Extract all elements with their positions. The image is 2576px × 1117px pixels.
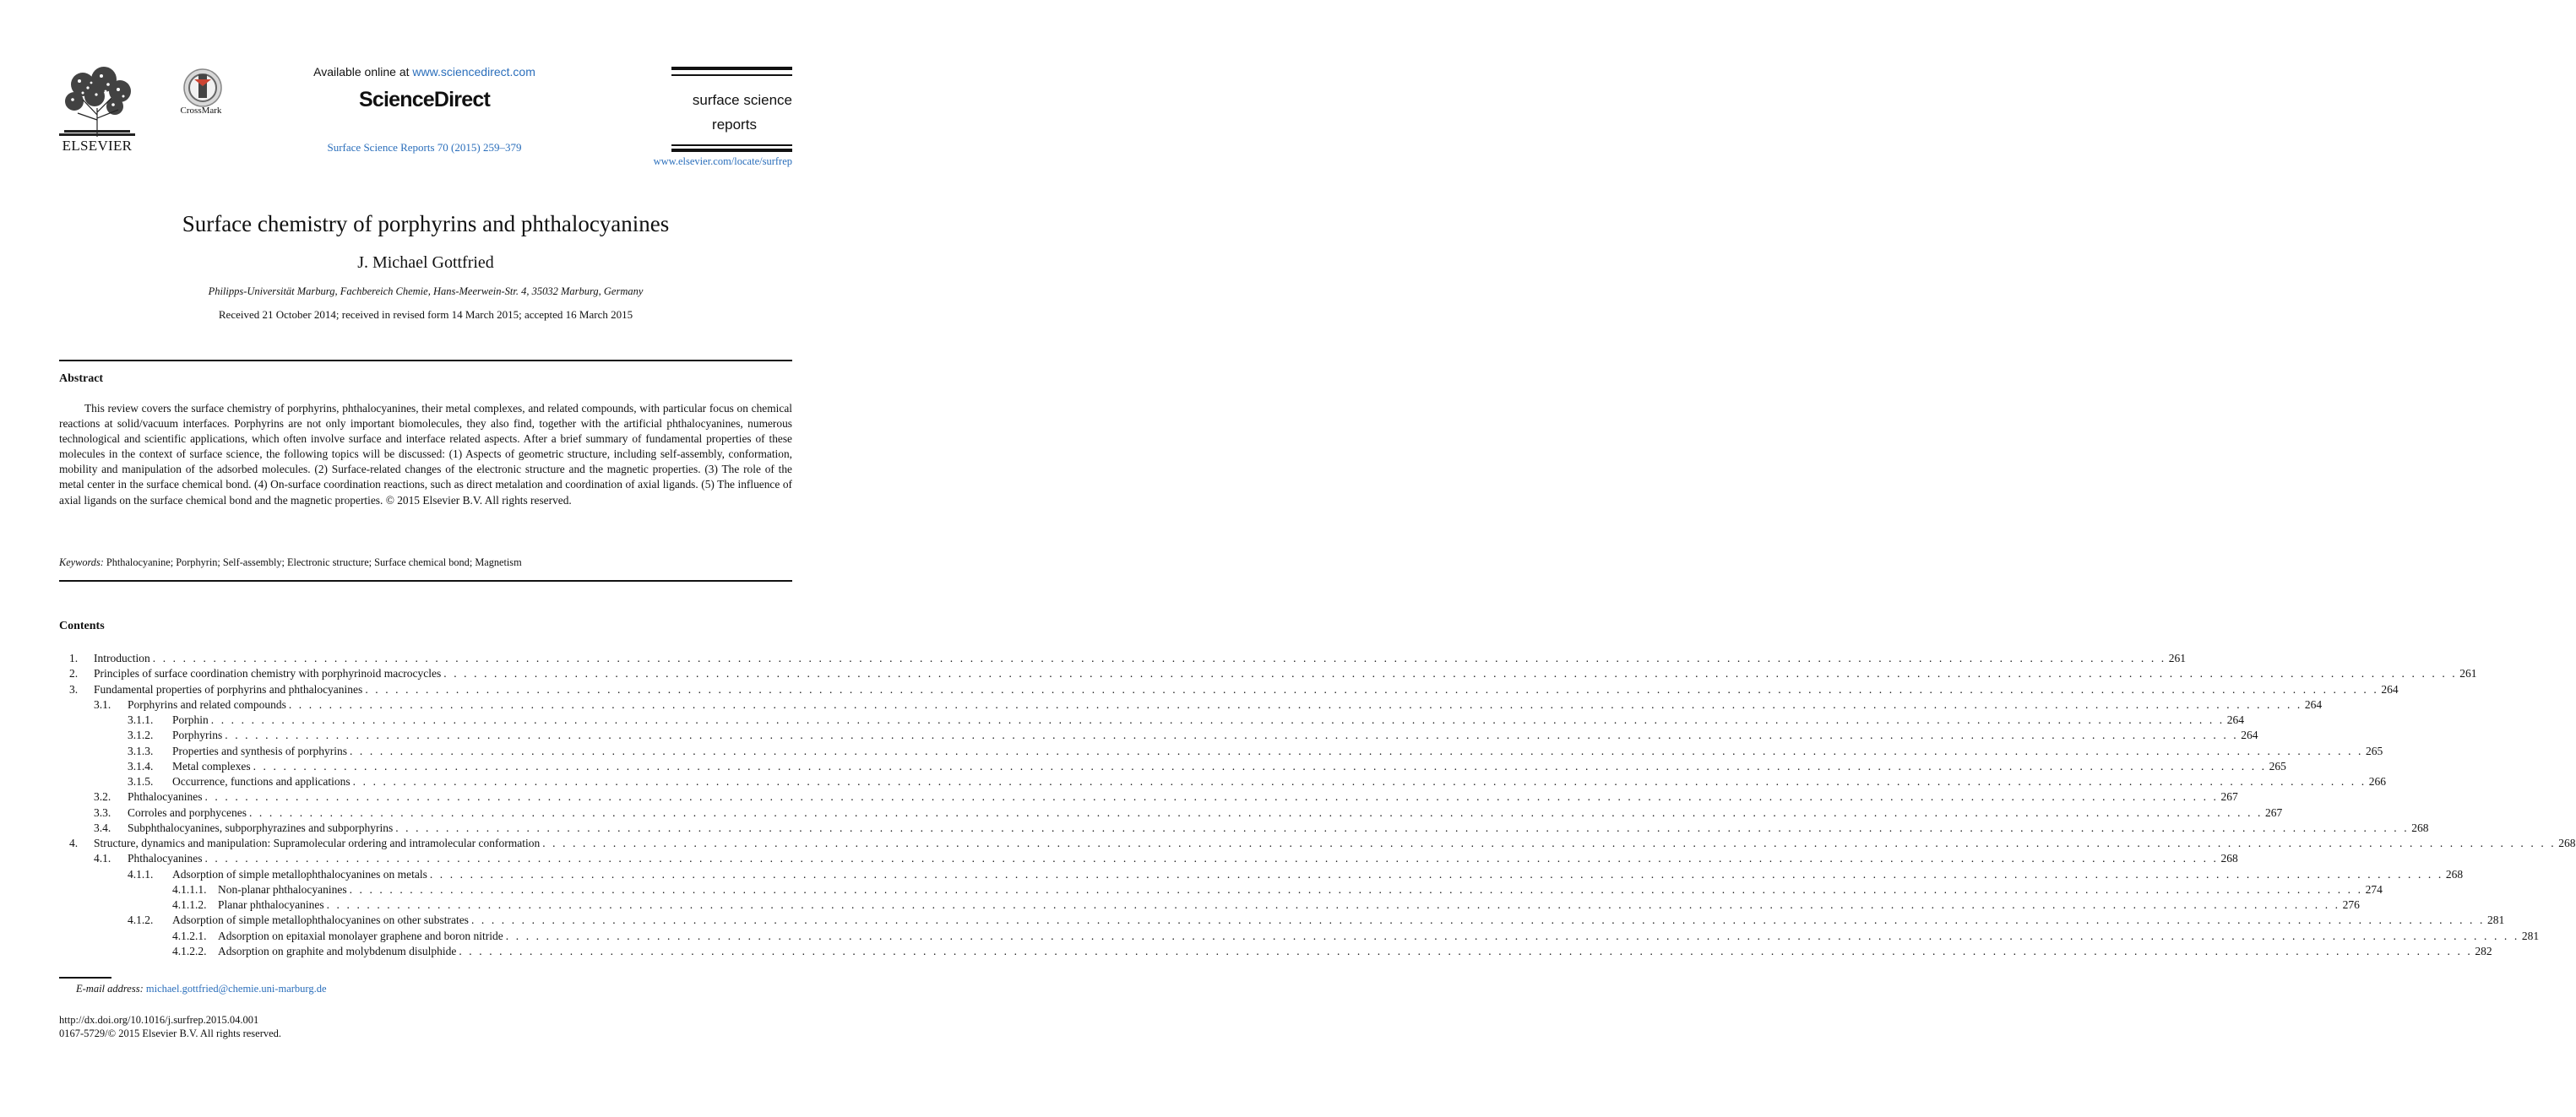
toc-entry-page: 268 — [2556, 836, 2575, 851]
toc-entry-page: 267 — [2263, 805, 2282, 821]
toc-dot-leader: . . . . . . . . . . . . . . . . . . . . . . . . . . . . . . . . . . . . . . . . . . . . . . . . . . . . . . . . . . . . . . . . . . . . . . . . . . . . . . . . . . . . . . . . . . . . . . . . . . . . . . . . . . . . . . . . . . . . . . . . . . . . . . . . . . . . . . . . . . . . . . . . . . . . . . . . . . . . . . . . . . . . . . . . . . . . . . . . . . . . . . . . . . . . . . . . . . . . . . . . — [349, 744, 2364, 757]
toc-entry-body — [128, 789, 2238, 805]
toc-entry-page: 261 — [2457, 666, 2476, 681]
toc-entry-number: 4.1. — [94, 852, 111, 865]
toc-entry-title: Adsorption of simple metallophthalocyanines on metals — [172, 867, 430, 882]
toc-dot-leader: . . . . . . . . . . . . . . . . . . . . . . . . . . . . . . . . . . . . . . . . . . . . . . . . . . . . . . . . . . . . . . . . . . . . . . . . . . . . . . . . . . . . . . . . . . . . . . . . . . . . . . . . . . . . . . . . . . . . . . . . . . . . . . . . . . . . . . . . . . . . . . . . . . . . . . . . . . . . . . . . . . . . . . . . . . . . . . . . . . . . . . . . . . . . . . . . . . . . . . . . — [204, 852, 2219, 865]
toc-entry[interactable] — [59, 759, 2286, 774]
toc-entry[interactable] — [59, 728, 2258, 743]
toc-entry[interactable] — [59, 697, 2323, 713]
toc-entry-number: 4.1.2.2. — [172, 944, 207, 957]
toc-entry-title: Non-planar phthalocyanines — [218, 882, 350, 897]
toc-entry-body — [128, 821, 2429, 836]
toc-entry-page: 265 — [2267, 759, 2286, 774]
toc-dot-leader: . . . . . . . . . . . . . . . . . . . . . . . . . . . . . . . . . . . . . . . . . . . . . . . . . . . . . . . . . . . . . . . . . . . . . . . . . . . . . . . . . . . . . . . . . . . . . . . . . . . . . . . . . . . . . . . . . . . . . . . . . . . . . . . . . . . . . . . . . . . . . . . . . . . . . . . . . . . . . . . . . . . . . . . . . . . . . . . . . . . . . . . . . . . . . . . . . . . . . . . . — [253, 759, 2267, 773]
toc-entry-body — [94, 836, 2576, 851]
abstract-heading: Abstract — [59, 372, 104, 385]
toc-dot-leader: . . . . . . . . . . . . . . . . . . . . . . . . . . . . . . . . . . . . . . . . . . . . . . . . . . . . . . . . . . . . . . . . . . . . . . . . . . . . . . . . . . . . . . . . . . . . . . . . . . . . . . . . . . . . . . . . . . . . . . . . . . . . . . . . . . . . . . . . . . . . . . . . . . . . . . . . . . . . . . . . . . . . . . . . . . . . . . . . . . . . . . . . . . . . . . . . . . . . . . . . — [505, 929, 2519, 942]
toc-entry[interactable] — [59, 821, 2429, 836]
toc-entry-number: 3.1.1. — [128, 713, 154, 726]
platform-name: ScienceDirect — [359, 88, 490, 111]
toc-entry-page: 276 — [2340, 897, 2360, 913]
toc-entry-number: 4.1.1.1. — [172, 882, 207, 896]
toc-entry[interactable] — [59, 929, 2540, 944]
toc-entry-title: Fundamental properties of porphyrins and phthalocyanines — [94, 682, 365, 697]
toc-dot-leader: . . . . . . . . . . . . . . . . . . . . . . . . . . . . . . . . . . . . . . . . . . . . . . . . . . . . . . . . . . . . . . . . . . . . . . . . . . . . . . . . . . . . . . . . . . . . . . . . . . . . . . . . . . . . . . . . . . . . . . . . . . . . . . . . . . . . . . . . . . . . . . . . . . . . . . . . . . . . . . . . . . . . . . . . . . . . . . . . . . . . . . . . . . . . . . . . . . . . . . . . — [352, 775, 2367, 788]
toc-entry-title: Adsorption on epitaxial monolayer graphene and boron nitride — [218, 929, 506, 944]
divider — [59, 580, 792, 582]
toc-entry-title: Porphyrins and related compounds — [128, 697, 289, 713]
journal-url[interactable]: www.elsevier.com/locate/surfrep — [653, 155, 792, 167]
toc-dot-leader: . . . . . . . . . . . . . . . . . . . . . . . . . . . . . . . . . . . . . . . . . . . . . . . . . . . . . . . . . . . . . . . . . . . . . . . . . . . . . . . . . . . . . . . . . . . . . . . . . . . . . . . . . . . . . . . . . . . . . . . . . . . . . . . . . . . . . . . . . . . . . . . . . . . . . . . . . . . . . . . . . . . . . . . . . . . . . . . . . . . . . . . . . . . . . . . . . . . . . . . . — [365, 682, 2379, 696]
journal-name-line2: reports — [712, 117, 757, 133]
toc-dot-leader: . . . . . . . . . . . . . . . . . . . . . . . . . . . . . . . . . . . . . . . . . . . . . . . . . . . . . . . . . . . . . . . . . . . . . . . . . . . . . . . . . . . . . . . . . . . . . . . . . . . . . . . . . . . . . . . . . . . . . . . . . . . . . . . . . . . . . . . . . . . . . . . . . . . . . . . . . . . . . . . . . . . . . . . . . . . . . . . . . . . . . . . . . . . . . . . . . . . . . . . . — [349, 882, 2363, 896]
toc-dot-leader: . . . . . . . . . . . . . . . . . . . . . . . . . . . . . . . . . . . . . . . . . . . . . . . . . . . . . . . . . . . . . . . . . . . . . . . . . . . . . . . . . . . . . . . . . . . . . . . . . . . . . . . . . . . . . . . . . . . . . . . . . . . . . . . . . . . . . . . . . . . . . . . . . . . . . . . . . . . . . . . . . . . . . . . . . . . . . . . . . . . . . . . . . . . . . . . . . . . . . . . . — [225, 729, 2239, 742]
email-link[interactable]: michael.gottfried@chemie.uni-marburg.de — [145, 983, 327, 995]
toc-entry-body — [172, 774, 2386, 789]
toc-dot-leader: . . . . . . . . . . . . . . . . . . . . . . . . . . . . . . . . . . . . . . . . . . . . . . . . . . . . . . . . . . . . . . . . . . . . . . . . . . . . . . . . . . . . . . . . . . . . . . . . . . . . . . . . . . . . . . . . . . . . . . . . . . . . . . . . . . . . . . . . . . . . . . . . . . . . . . . . . . . . . . . . . . . . . . . . . . . . . . . . . . . . . . . . . . . . . . . . . . . . . . . . — [326, 898, 2340, 911]
article-author: J. Michael Gottfried — [357, 253, 494, 272]
toc-entry[interactable] — [59, 805, 2283, 821]
toc-entry[interactable] — [59, 913, 2505, 928]
toc-entry-number: 4.1.2. — [128, 914, 154, 927]
toc-entry-number: 4.1.1. — [128, 867, 154, 881]
journal-name — [671, 88, 792, 137]
toc-entry[interactable] — [59, 666, 2477, 681]
toc-entry-number: 3.2. — [94, 790, 111, 804]
toc-entry[interactable] — [59, 651, 2187, 666]
article-title: Surface chemistry of porphyrins and phthalocyanines — [182, 211, 670, 236]
toc-entry-body — [218, 897, 2360, 913]
toc-entry-number: 3.1.4. — [128, 759, 154, 773]
doi-link[interactable]: http://dx.doi.org/10.1016/j.surfrep.2015.04.001 — [59, 1014, 259, 1026]
toc-entry-number: 2. — [69, 667, 79, 681]
toc-entry-page: 268 — [2409, 821, 2428, 836]
toc-entry[interactable] — [59, 867, 2464, 882]
toc-entry-number: 4.1.2.1. — [172, 929, 207, 942]
toc-dot-leader: . . . . . . . . . . . . . . . . . . . . . . . . . . . . . . . . . . . . . . . . . . . . . . . . . . . . . . . . . . . . . . . . . . . . . . . . . . . . . . . . . . . . . . . . . . . . . . . . . . . . . . . . . . . . . . . . . . . . . . . . . . . . . . . . . . . . . . . . . . . . . . . . . . . . . . . . . . . . . . . . . . . . . . . . . . . . . . . . . . . . . . . . . . . . . . . . . . . . . . . . — [459, 944, 2473, 957]
toc-entry-title: Properties and synthesis of porphyrins — [172, 744, 350, 759]
toc-entry-body — [172, 713, 2245, 728]
footnote-rule — [59, 977, 111, 979]
toc-entry-number: 3.1. — [94, 697, 111, 711]
toc-dot-leader: . . . . . . . . . . . . . . . . . . . . . . . . . . . . . . . . . . . . . . . . . . . . . . . . . . . . . . . . . . . . . . . . . . . . . . . . . . . . . . . . . . . . . . . . . . . . . . . . . . . . . . . . . . . . . . . . . . . . . . . . . . . . . . . . . . . . . . . . . . . . . . . . . . . . . . . . . . . . . . . . . . . . . . . . . . . . . . . . . . . . . . . . . . . . . . . . . . . . . . . . — [429, 867, 2443, 881]
toc-dot-leader: . . . . . . . . . . . . . . . . . . . . . . . . . . . . . . . . . . . . . . . . . . . . . . . . . . . . . . . . . . . . . . . . . . . . . . . . . . . . . . . . . . . . . . . . . . . . . . . . . . . . . . . . . . . . . . . . . . . . . . . . . . . . . . . . . . . . . . . . . . . . . . . . . . . . . . . . . . . . . . . . . . . . . . . . . . . . . . . . . . . . . . . . . . . . . . . . . . . . . . . . — [210, 713, 2225, 726]
toc-entry-page: 264 — [2302, 697, 2322, 713]
toc-entry-body — [218, 929, 2540, 944]
toc-entry-title: Adsorption of simple metallophthalocyanines on other substrates — [172, 913, 471, 928]
toc-dot-leader: . . . . . . . . . . . . . . . . . . . . . . . . . . . . . . . . . . . . . . . . . . . . . . . . . . . . . . . . . . . . . . . . . . . . . . . . . . . . . . . . . . . . . . . . . . . . . . . . . . . . . . . . . . . . . . . . . . . . . . . . . . . . . . . . . . . . . . . . . . . . . . . . . . . . . . . . . . . . . . . . . . . . . . . . . . . . . . . . . . . . . . . . . . . . . . . . . . . . . . . . — [470, 914, 2485, 927]
email-label: E-mail address: — [76, 983, 144, 995]
journal-citation[interactable]: Surface Science Reports 70 (2015) 259–379 — [327, 141, 522, 154]
toc-entry-page: 265 — [2363, 744, 2383, 759]
toc-entry-body — [172, 867, 2464, 882]
toc-entry[interactable] — [59, 944, 2492, 959]
available-online — [253, 65, 595, 79]
toc-entry-page: 266 — [2367, 774, 2386, 789]
toc-entry-number: 3. — [69, 682, 79, 696]
toc-entry[interactable] — [59, 682, 2399, 697]
abstract-text: This review covers the surface chemistry of porphyrins, phthalocyanines, their metal complexes, and related compounds, with particular focus on chemical reactions at solid/vacuum interfaces. Porphyrins are not only important biomolecules, they also find, together with the artificial phthalocyanines, numerous technological and scientific applications, which often involve surface and interface related aspects. After a brief summary of fundamental properties of these molecules in the context of surface science, the following topics will be discussed: (1) Aspects of geometric structure, including self-assembly, conformation, mobility and manipulation of the adsorbed molecules. (2) Surface-related changes of the electronic structure and the magnetic properties. (3) The role of the metal center in the surface chemical bond. (4) On-surface coordination reactions, such as direct metalation and coordination of axial ligands. (5) The influence of axial ligands on the surface chemical bond and the magnetic properties. © 2015 Elsevier B.V. All rights reserved. — [59, 402, 792, 507]
journal-bar — [671, 74, 792, 76]
toc-entry-title: Phthalocyanines — [128, 789, 204, 805]
toc-dot-leader: . . . . . . . . . . . . . . . . . . . . . . . . . . . . . . . . . . . . . . . . . . . . . . . . . . . . . . . . . . . . . . . . . . . . . . . . . . . . . . . . . . . . . . . . . . . . . . . . . . . . . . . . . . . . . . . . . . . . . . . . . . . . . . . . . . . . . . . . . . . . . . . . . . . . . . . . . . . . . . . . . . . . . . . . . . . . . . . . . . . . . . . . . . . . . . . . . . . . . . . . — [248, 805, 2263, 819]
email-footnote — [76, 983, 327, 995]
toc-entry-page: 264 — [2225, 713, 2244, 728]
toc-entry-body — [172, 744, 2383, 759]
toc-entry-title: Metal complexes — [172, 759, 253, 774]
toc-entry-title: Phthalocyanines — [128, 851, 204, 866]
toc-entry-number: 3.1.3. — [128, 744, 154, 757]
crossmark-label: CrossMark — [180, 106, 222, 116]
table-of-contents — [59, 651, 2576, 959]
contents-heading: Contents — [59, 620, 105, 632]
toc-entry-title: Corroles and porphycenes — [128, 805, 249, 821]
toc-entry-body — [94, 682, 2399, 697]
toc-entry-page: 282 — [2472, 944, 2492, 959]
toc-dot-leader: . . . . . . . . . . . . . . . . . . . . . . . . . . . . . . . . . . . . . . . . . . . . . . . . . . . . . . . . . . . . . . . . . . . . . . . . . . . . . . . . . . . . . . . . . . . . . . . . . . . . . . . . . . . . . . . . . . . . . . . . . . . . . . . . . . . . . . . . . . . . . . . . . . . . . . . . . . . . . . . . . . . . . . . . . . . . . . . . . . . . . . . . . . . . . . . . . . . . . . . . — [443, 667, 2458, 681]
received-dates: Received 21 October 2014; received in revised form 14 March 2015; accepted 16 March 2015 — [218, 308, 633, 321]
toc-entry[interactable] — [59, 882, 2383, 897]
toc-entry-page: 274 — [2363, 882, 2383, 897]
toc-dot-leader: . . . . . . . . . . . . . . . . . . . . . . . . . . . . . . . . . . . . . . . . . . . . . . . . . . . . . . . . . . . . . . . . . . . . . . . . . . . . . . . . . . . . . . . . . . . . . . . . . . . . . . . . . . . . . . . . . . . . . . . . . . . . . . . . . . . . . . . . . . . . . . . . . . . . . . . . . . . . . . . . . . . . . . . . . . . . . . . . . . . . . . . . . . . . . . . . . . . . . . . . — [152, 652, 2166, 664]
keywords-list: Phthalocyanine; Porphyrin; Self-assembly; Electronic structure; Surface chemical bond; Magnetism — [106, 556, 522, 568]
toc-entry-body — [218, 944, 2492, 959]
toc-entry-number: 4.1.1.2. — [172, 898, 207, 911]
toc-entry-body — [172, 759, 2286, 774]
toc-entry-number: 3.3. — [94, 805, 111, 819]
toc-entry[interactable] — [59, 744, 2383, 759]
toc-entry-body — [218, 882, 2383, 897]
toc-entry-body — [172, 913, 2505, 928]
toc-dot-leader: . . . . . . . . . . . . . . . . . . . . . . . . . . . . . . . . . . . . . . . . . . . . . . . . . . . . . . . . . . . . . . . . . . . . . . . . . . . . . . . . . . . . . . . . . . . . . . . . . . . . . . . . . . . . . . . . . . . . . . . . . . . . . . . . . . . . . . . . . . . . . . . . . . . . . . . . . . . . . . . . . . . . . . . . . . . . . . . . . . . . . . . . . . . . . . . . . . . . . . . . — [395, 821, 2410, 834]
toc-entry-number: 4. — [69, 837, 79, 849]
toc-entry-title: Subphthalocyanines, subporphyrazines and subporphyrins — [128, 821, 395, 836]
toc-entry-number: 1. — [69, 652, 79, 664]
toc-entry-page: 261 — [2166, 651, 2186, 666]
publisher-name: ELSEVIER — [62, 138, 133, 154]
keywords-label: Keywords: — [59, 556, 104, 568]
toc-entry-title: Principles of surface coordination chemistry with porphyrinoid macrocycles — [94, 666, 443, 681]
toc-entry-page: 264 — [2238, 728, 2258, 743]
toc-entry[interactable] — [59, 851, 2238, 866]
toc-entry-body — [172, 728, 2258, 743]
toc-entry-title: Introduction — [94, 651, 153, 666]
toc-entry-number: 3.1.2. — [128, 729, 154, 742]
toc-entry[interactable] — [59, 897, 2360, 913]
toc-entry[interactable] — [59, 836, 2576, 851]
toc-entry-title: Planar phthalocyanines — [218, 897, 327, 913]
toc-entry[interactable] — [59, 713, 2245, 728]
toc-entry-title: Porphin — [172, 713, 211, 728]
toc-dot-leader: . . . . . . . . . . . . . . . . . . . . . . . . . . . . . . . . . . . . . . . . . . . . . . . . . . . . . . . . . . . . . . . . . . . . . . . . . . . . . . . . . . . . . . . . . . . . . . . . . . . . . . . . . . . . . . . . . . . . . . . . . . . . . . . . . . . . . . . . . . . . . . . . . . . . . . . . . . . . . . . . . . . . . . . . . . . . . . . . . . . . . . . . . . . . . . . . . . . . . . . . — [542, 837, 2557, 849]
journal-bar — [671, 67, 792, 70]
toc-entry-title: Occurrence, functions and applications — [172, 774, 353, 789]
available-prefix: Available online at — [313, 65, 410, 79]
issn-copyright: 0167-5729/© 2015 Elsevier B.V. All rights reserved. — [59, 1028, 282, 1039]
journal-bar — [671, 149, 792, 152]
toc-entry[interactable] — [59, 774, 2386, 789]
toc-dot-leader: . . . . . . . . . . . . . . . . . . . . . . . . . . . . . . . . . . . . . . . . . . . . . . . . . . . . . . . . . . . . . . . . . . . . . . . . . . . . . . . . . . . . . . . . . . . . . . . . . . . . . . . . . . . . . . . . . . . . . . . . . . . . . . . . . . . . . . . . . . . . . . . . . . . . . . . . . . . . . . . . . . . . . . . . . . . . . . . . . . . . . . . . . . . . . . . . . . . . . . . . — [288, 697, 2302, 711]
toc-entry-title: Adsorption on graphite and molybdenum disulphide — [218, 944, 459, 959]
toc-entry-number: 3.1.5. — [128, 775, 154, 788]
toc-entry-page: 268 — [2219, 851, 2238, 866]
toc-entry-body — [94, 651, 2187, 666]
toc-entry[interactable] — [59, 789, 2238, 805]
toc-entry-body — [128, 851, 2238, 866]
toc-entry-body — [94, 666, 2477, 681]
toc-entry-page: 281 — [2485, 913, 2504, 928]
toc-entry-body — [128, 697, 2323, 713]
divider — [59, 360, 792, 361]
toc-entry-title: Structure, dynamics and manipulation: Supramolecular ordering and intramolecular conformation — [94, 836, 542, 851]
toc-entry-title: Porphyrins — [172, 728, 225, 743]
toc-entry-page: 281 — [2519, 929, 2539, 944]
journal-bar — [671, 144, 792, 146]
toc-entry-page: 264 — [2378, 682, 2398, 697]
toc-entry-page: 267 — [2219, 789, 2238, 805]
toc-entry-body — [128, 805, 2283, 821]
toc-dot-leader: . . . . . . . . . . . . . . . . . . . . . . . . . . . . . . . . . . . . . . . . . . . . . . . . . . . . . . . . . . . . . . . . . . . . . . . . . . . . . . . . . . . . . . . . . . . . . . . . . . . . . . . . . . . . . . . . . . . . . . . . . . . . . . . . . . . . . . . . . . . . . . . . . . . . . . . . . . . . . . . . . . . . . . . . . . . . . . . . . . . . . . . . . . . . . . . . . . . . . . . . — [204, 790, 2219, 804]
keywords — [59, 556, 792, 569]
sciencedirect-link[interactable]: www.sciencedirect.com — [412, 65, 535, 79]
toc-entry-number: 3.4. — [94, 821, 111, 834]
author-affiliation: Philipps-Universität Marburg, Fachbereich Chemie, Hans-Meerwein-Str. 4, 35032 Marburg, Germany — [208, 285, 644, 297]
toc-entry-page: 268 — [2443, 867, 2463, 882]
journal-name-line1: surface science — [692, 92, 792, 108]
